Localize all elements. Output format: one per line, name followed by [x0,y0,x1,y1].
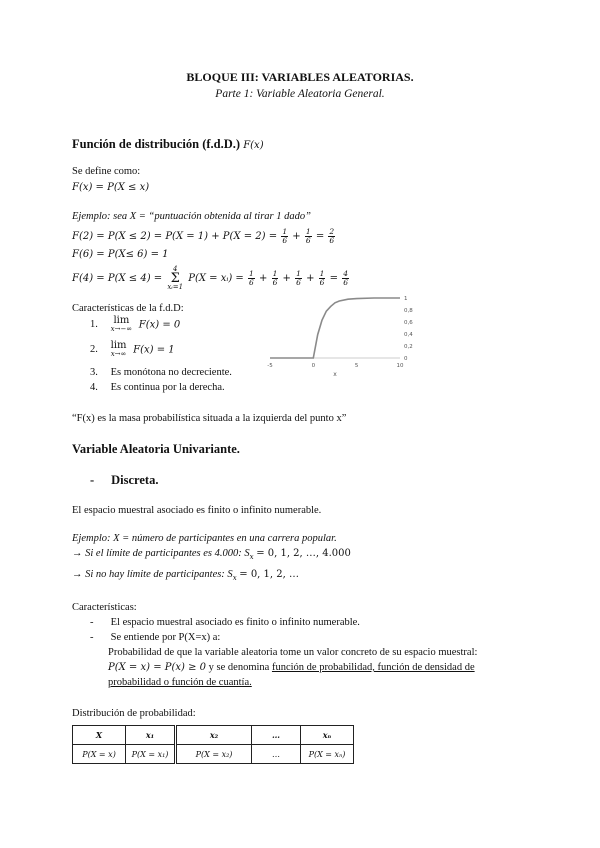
fraction-1-6-b [305,228,312,245]
vau-example-line-1 [72,548,351,561]
fdd-heading [72,137,264,152]
series-line-fx [270,298,400,358]
lim-word: lim [113,315,130,326]
sum-top: 4 [172,265,178,273]
table-cell: P(X = x₁) [126,745,176,764]
frac-den: 6 [249,278,254,287]
lim-expr: F(x) = 1 [133,344,175,356]
fdd-char-item-1 [90,317,180,333]
table-row [73,745,354,764]
vau-char-item-2 [90,632,220,643]
prob-underlined-2: probabilidad o función de cuantía. [108,677,252,688]
discreta-heading [90,473,158,488]
frac-den: 6 [319,278,325,287]
table-cell: xₙ [301,726,354,745]
y-tick-label: 0 [404,356,408,362]
table-cell: … [252,745,301,764]
discreta-label: Discreta. [111,473,159,487]
table-cell: P(X = x) [73,745,126,764]
frac-num: 4 [343,269,348,278]
frac-num: 1 [305,227,311,236]
prob-text-line-1: Probabilidad de que la variable aleatoria tome un valor concreto de su espacio muestral: [108,647,478,658]
vau-characteristics-label: Características: [72,602,137,613]
ex2-text: → Si no hay límite de participantes: S [72,569,233,580]
frac-den: 6 [329,236,335,245]
fraction-1-6-a [281,228,288,245]
frac-num: 1 [282,227,288,236]
fdd-characteristics-label: Características de la f.d.D: [72,303,184,314]
table-cell: x₁ [126,726,176,745]
ex2-sub: x [232,574,237,583]
item-number: 3. [90,367,98,378]
dash-bullet: - [90,632,94,643]
fdd-char-item-3 [90,367,232,378]
lim-word: lim [110,340,127,351]
vau-example-line-2 [72,569,299,582]
example-label: Ejemplo: sea X = “puntuación obtenida al tirar 1 dado” [72,211,311,222]
equals-sign: = [315,231,325,242]
plus-sign: + [292,231,301,242]
document-subtitle: Parte 1: Variable Aleatoria General. [215,88,385,100]
fdd-char-item-2 [90,342,175,358]
cdf-plot-area [267,296,413,378]
fraction-1-6-f [319,270,326,287]
x-tick-label: 10 [396,363,404,369]
item-text: Se entiende por P(X=x) a: [110,632,221,643]
lim-sub: x→∞ [110,350,127,358]
lim-expr: F(x) = 0 [138,319,181,331]
dash-bullet: - [90,473,95,487]
equals-sign: = [329,273,339,284]
x-axis-label: x [333,371,337,378]
frac-num: 2 [329,227,335,236]
frac-den: 6 [272,278,278,287]
fraction-1-6-d [272,270,279,287]
vau-heading: Variable Aleatoria Univariante. [72,442,240,456]
fdd-def-label: Se define como: [72,166,141,177]
prob-underlined-1: función de probabilidad, función de densidad de [271,662,475,673]
item-text: El espacio muestral asociado es finito o infinito numerable. [110,617,360,628]
fdd-quote: “F(x) es la masa probabilística situada a la izquierda del punto x” [72,413,347,424]
frac-den: 6 [305,236,311,245]
espacio-text: El espacio muestral asociado es finito o infinito numerable. [72,505,322,516]
vau-example-label: Ejemplo: X = número de participantes en una carrera popular. [72,533,337,544]
item-text: Es continua por la derecha. [110,382,225,393]
y-tick-label: 0,8 [404,308,413,314]
dash-bullet: - [90,617,94,628]
vau-char-item-1 [90,617,360,628]
ex1-sub: x [249,553,254,562]
fraction-1-6-e [295,270,302,287]
frac-num: 1 [249,269,254,278]
table-cell: … [252,726,301,745]
example-line-2: F(6) = P(X≤ 6) = 1 [72,249,169,260]
frac-den: 6 [282,236,288,245]
item-number: 2. [90,344,98,356]
limit-symbol [111,342,127,358]
ex2-math: = 0, 1, 2, … [239,569,299,580]
plus-sign: + [282,273,291,284]
frac-num: 1 [272,269,278,278]
distribution-label: Distribución de probabilidad: [72,708,196,719]
cdf-chart [262,290,422,380]
sum-symbol [167,266,183,291]
prob-text-line-2 [108,662,475,673]
frac-den: 6 [343,278,348,287]
ex1-text: → Si el límite de participantes es 4.000: S [72,548,250,559]
y-tick-label: 0,4 [404,332,413,338]
prob-mid-text: y se denomina [206,662,272,673]
fraction-4-6 [342,270,349,287]
fraction-1-6-c [248,270,255,287]
fdd-heading-text: Función de distribución (f.d.D.) [72,137,241,151]
example-line-3 [72,266,350,291]
table-cell: P(X = xₙ) [301,745,354,764]
fdd-heading-math: F(x) [243,140,264,151]
ex1-math: = 0, 1, 2, …, 4.000 [256,548,351,559]
plus-sign: + [306,273,315,284]
table-header-row [73,726,354,745]
example-line-3-text-b: P(X = xᵢ) = [188,273,244,284]
frac-num: 1 [319,269,325,278]
sum-bottom: xᵢ=1 [167,283,184,291]
lim-sub: x→−∞ [110,325,133,333]
table-cell: x₂ [176,726,252,745]
frac-num: 1 [296,269,301,278]
y-tick-label: 1 [404,296,408,302]
plus-sign: + [258,273,268,284]
item-text: Es monótona no decreciente. [110,367,232,378]
x-tick-label: 5 [354,363,359,369]
frac-den: 6 [296,278,301,287]
example-line-1 [72,228,336,245]
limit-symbol [111,317,133,333]
y-tick-label: 0,2 [404,344,413,350]
fraction-2-6 [328,228,335,245]
x-tick-label: 0 [311,363,316,369]
fdd-char-item-4 [90,382,225,393]
distribution-table [72,725,354,764]
item-number: 4. [90,382,98,393]
document-title: BLOQUE III: VARIABLES ALEATORIAS. [186,70,414,84]
y-tick-label: 0,6 [404,320,413,326]
table-cell: X [73,726,126,745]
example-line-1-text: F(2) = P(X ≤ 2) = P(X = 1) + P(X = 2) = [72,231,278,242]
fdd-def-formula: F(x) = P(X ≤ x) [72,182,150,193]
x-tick-label: -5 [267,363,273,369]
item-number: 1. [90,319,98,331]
table-cell: P(X = x₂) [176,745,252,764]
sigma-icon: Σ [170,271,180,286]
example-line-3-text-a: F(4) = P(X ≤ 4) = [72,273,163,284]
prob-formula: P(X = x) = P(x) ≥ 0 [108,662,207,673]
